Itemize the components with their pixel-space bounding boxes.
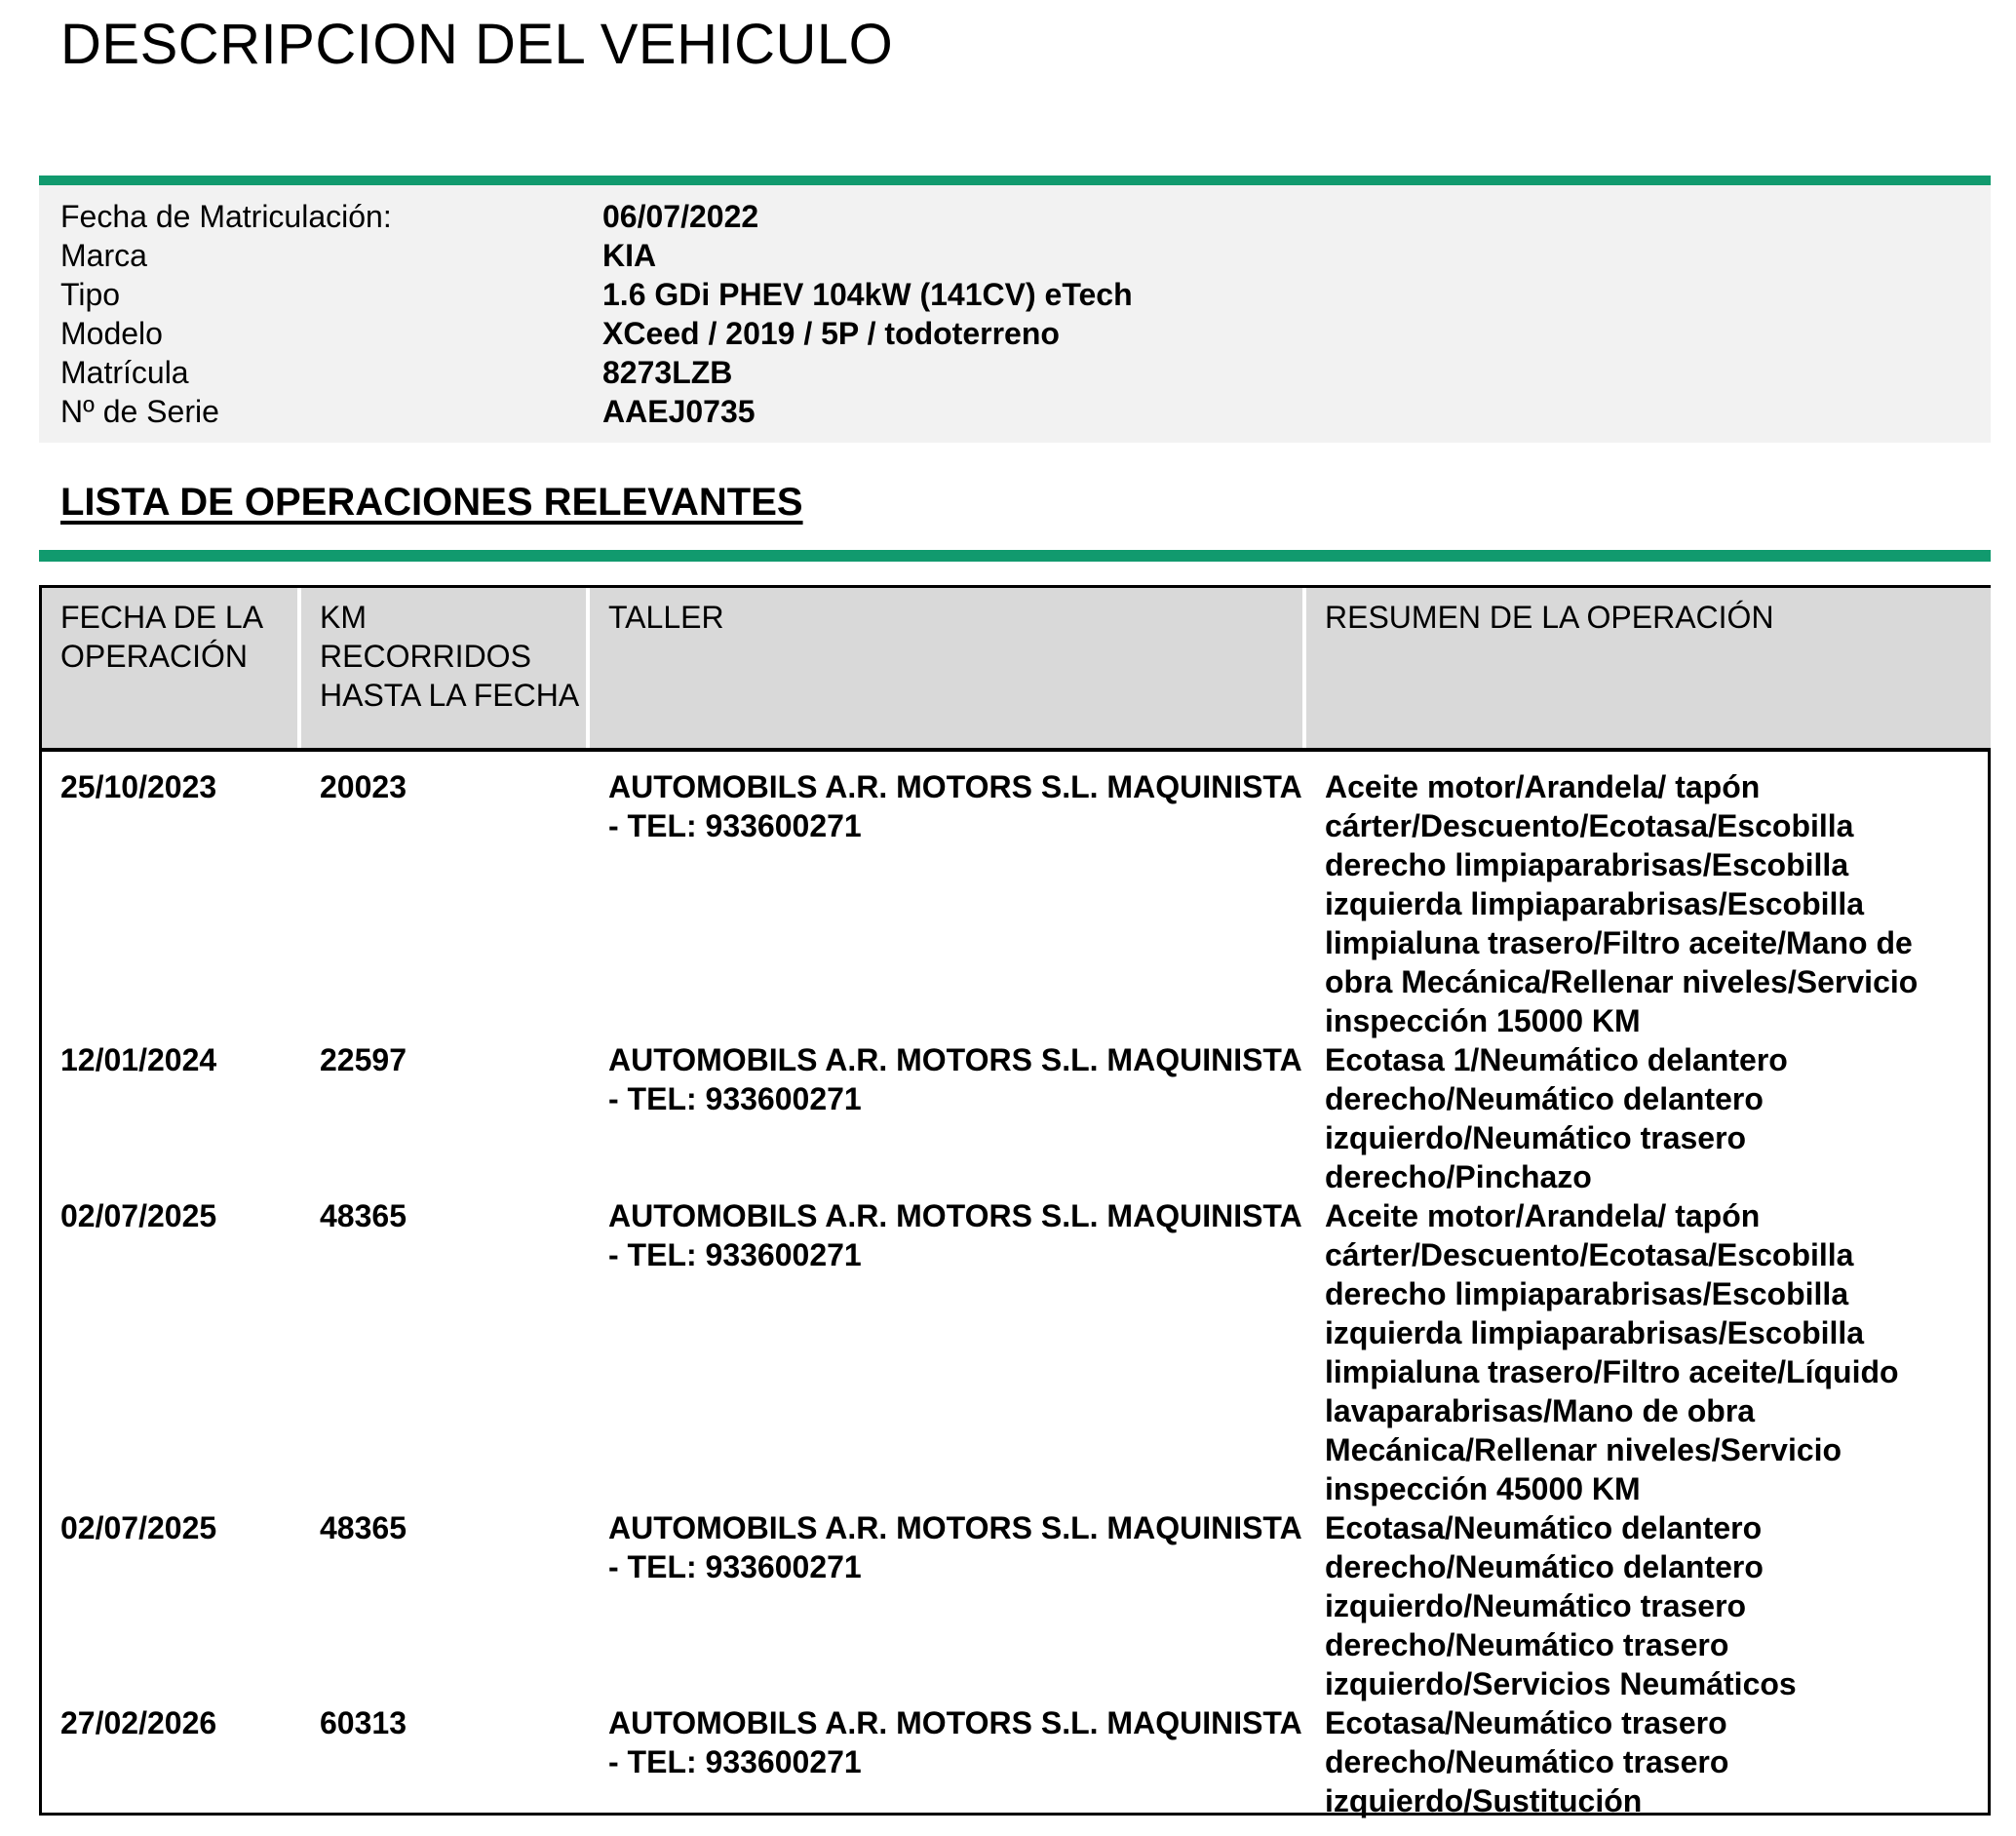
operation-workshop: AUTOMOBILS A.R. MOTORS S.L. MAQUINISTA - TEL: 933600271 — [608, 1510, 1301, 1584]
vehicle-value: 1.6 GDi PHEV 104kW (141CV) eTech — [602, 277, 1133, 312]
vehicle-description-box — [39, 185, 1991, 443]
operation-summary: Aceite motor/Arandela/ tapón cárter/Descuento/Ecotasa/Escobilla derecho limpiaparabrisas/Escobilla izquierda limpiaparabrisas/Escobilla limpialuna trasero/Filtro aceite/Mano de obra Mecánica/Rellenar niveles/Servicio inspección 15000 KM — [1325, 769, 1919, 1038]
vehicle-value: XCeed / 2019 / 5P / todoterreno — [602, 316, 1060, 351]
operation-summary: Ecotasa/Neumático delantero derecho/Neumático delantero izquierdo/Neumático trasero derecho/Neumático trasero izquierdo/Servicios Neumáticos — [1325, 1510, 1797, 1701]
column-header-date: FECHA DE LA OPERACIÓN — [42, 588, 297, 748]
operation-workshop: AUTOMOBILS A.R. MOTORS S.L. MAQUINISTA - TEL: 933600271 — [608, 1198, 1301, 1272]
vehicle-value: 8273LZB — [602, 355, 733, 390]
vehicle-label: Fecha de Matriculación: — [60, 199, 392, 234]
operation-km: 48365 — [320, 1198, 407, 1233]
operation-workshop: AUTOMOBILS A.R. MOTORS S.L. MAQUINISTA - TEL: 933600271 — [608, 1705, 1301, 1779]
vehicle-value: AAEJ0735 — [602, 394, 756, 429]
operation-km: 48365 — [320, 1510, 407, 1545]
operation-summary: Ecotasa 1/Neumático delantero derecho/Neumático delantero izquierdo/Neumático trasero derecho/Pinchazo — [1325, 1042, 1788, 1194]
operation-date: 12/01/2024 — [60, 1042, 217, 1077]
operation-km: 20023 — [320, 769, 407, 804]
operation-date: 27/02/2026 — [60, 1705, 217, 1740]
operation-km: 22597 — [320, 1042, 407, 1077]
column-header-km: KM RECORRIDOS HASTA LA FECHA — [301, 588, 586, 748]
vehicle-label: Tipo — [60, 277, 121, 312]
section-divider-bottom — [39, 550, 1991, 562]
document-title: DESCRIPCION DEL VEHICULO — [60, 13, 894, 76]
vehicle-label: Matrícula — [60, 355, 189, 390]
operation-date: 25/10/2023 — [60, 769, 217, 804]
vehicle-label: Modelo — [60, 316, 163, 351]
vehicle-value: KIA — [602, 238, 657, 273]
vehicle-label: Marca — [60, 238, 147, 273]
operation-summary: Ecotasa/Neumático trasero derecho/Neumático trasero izquierdo/Sustitución — [1325, 1705, 1729, 1818]
operation-km: 60313 — [320, 1705, 407, 1740]
vehicle-value: 06/07/2022 — [602, 199, 759, 234]
operations-table — [39, 585, 1991, 1816]
column-header-workshop: TALLER — [590, 588, 1302, 748]
operation-date: 02/07/2025 — [60, 1510, 217, 1545]
operation-workshop: AUTOMOBILS A.R. MOTORS S.L. MAQUINISTA - TEL: 933600271 — [608, 1042, 1301, 1116]
operations-section-title: LISTA DE OPERACIONES RELEVANTES — [60, 481, 803, 524]
operations-table-header — [42, 588, 1988, 752]
operation-summary: Aceite motor/Arandela/ tapón cárter/Descuento/Ecotasa/Escobilla derecho limpiaparabrisas/Escobilla izquierda limpiaparabrisas/Escobilla limpialuna trasero/Filtro aceite/Líquido lavaparabrisas/Mano de obra Mecánica/Rellenar niveles/Servicio inspección 45000 KM — [1325, 1198, 1899, 1506]
operation-workshop: AUTOMOBILS A.R. MOTORS S.L. MAQUINISTA - TEL: 933600271 — [608, 769, 1301, 843]
column-header-summary: RESUMEN DE LA OPERACIÓN — [1306, 588, 1991, 748]
operation-date: 02/07/2025 — [60, 1198, 217, 1233]
vehicle-label: Nº de Serie — [60, 394, 219, 429]
